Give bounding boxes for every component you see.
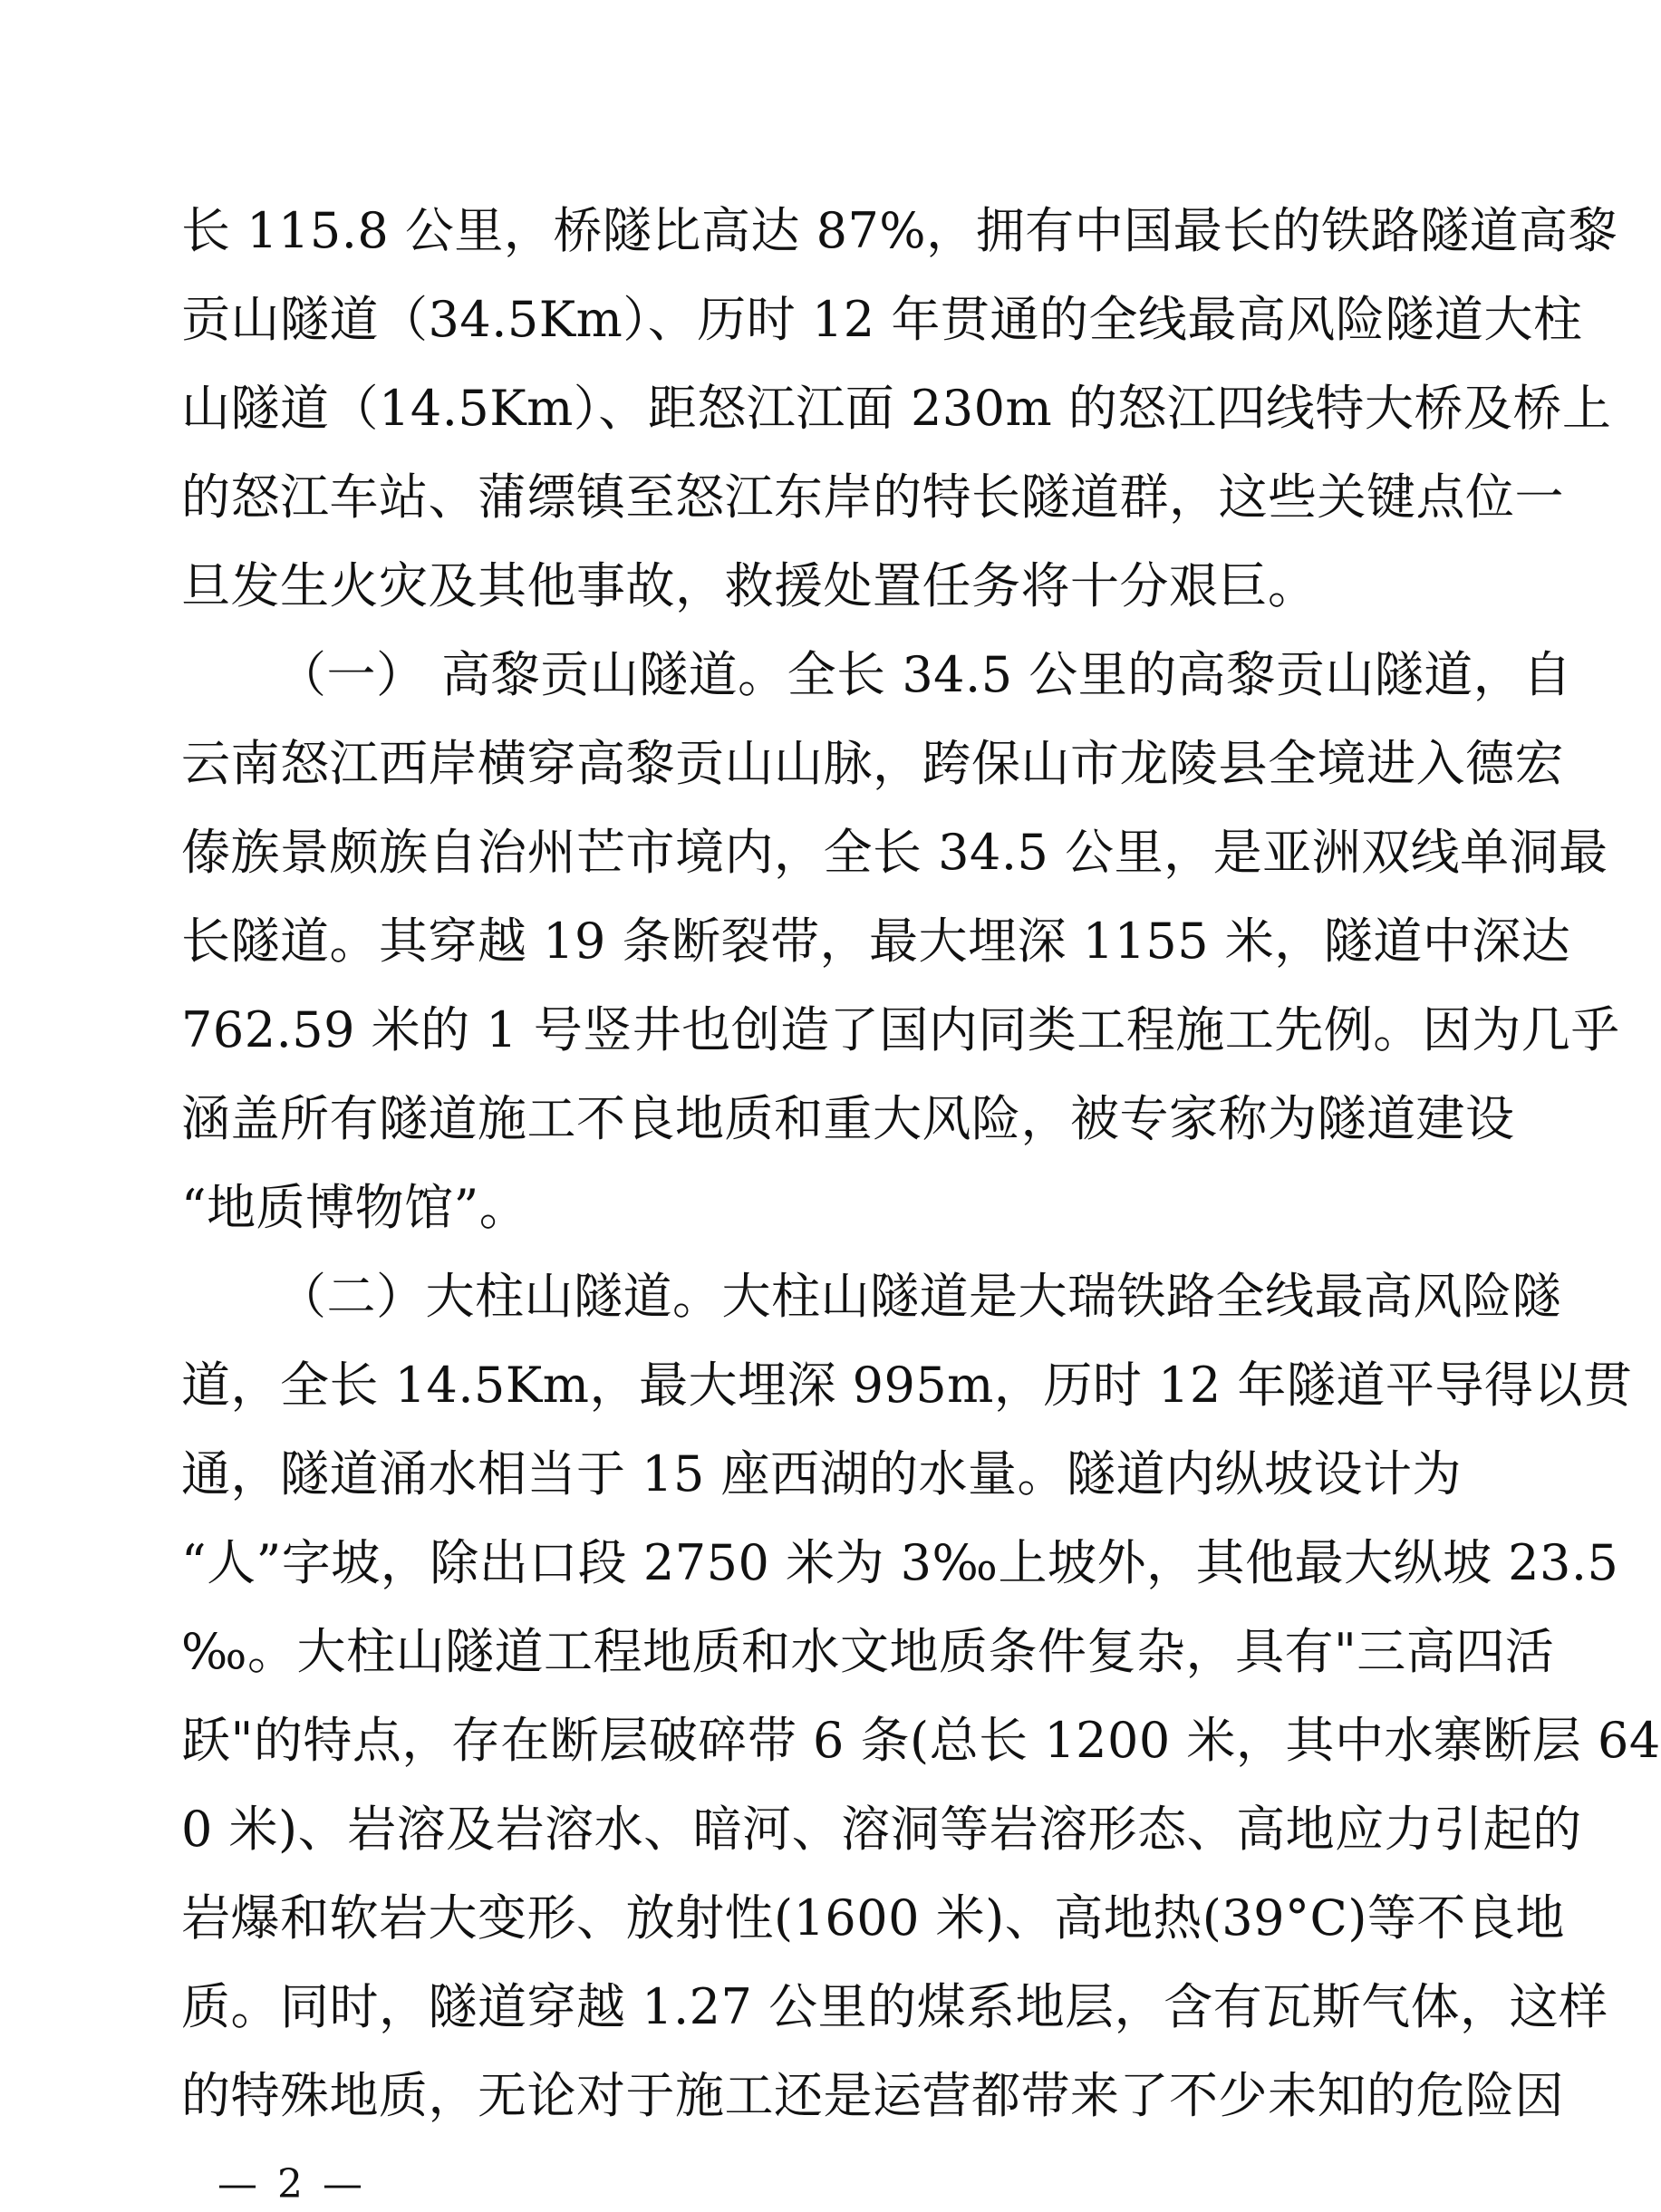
paragraph-line: 岩爆和软岩大变形、放射性(1600 米)、高地热(39°C)等不良地 bbox=[181, 1889, 1565, 1946]
paragraph-line: 长隧道。其穿越 19 条断裂带，最大埋深 1155 米，隧道中深达 bbox=[181, 913, 1571, 970]
paragraph-line: 涵盖所有隧道施工不良地质和重大风险，被专家称为隧道建设 bbox=[181, 1090, 1515, 1147]
paragraph-line: 跃"的特点，存在断层破碎带 6 条(总长 1200 米，其中水寨断层 64 bbox=[181, 1712, 1661, 1769]
paragraph-line: “人”字坡，除出口段 2750 米为 3‰上坡外，其他最大纵坡 23.5 bbox=[181, 1534, 1619, 1591]
paragraph-line: 通，隧道涌水相当于 15 座西湖的水量。隧道内纵坡设计为 bbox=[181, 1445, 1463, 1502]
page-number: — 2 — bbox=[217, 2161, 366, 2207]
paragraph-line: 长 115.8 公里，桥隧比高达 87%，拥有中国最长的铁路隧道高黎 bbox=[181, 202, 1618, 259]
paragraph-line: 质。同时，隧道穿越 1.27 公里的煤系地层，含有瓦斯气体，这样 bbox=[181, 1978, 1608, 2035]
paragraph-line: ‰。大柱山隧道工程地质和水文地质条件复杂，具有"三高四活 bbox=[181, 1623, 1555, 1680]
paragraph-line: 的特殊地质，无论对于施工还是运营都带来了不少未知的危险因 bbox=[181, 2067, 1564, 2124]
paragraph-line: 道，全长 14.5Km，最大埋深 995m，历时 12 年隧道平导得以贯 bbox=[181, 1357, 1633, 1414]
paragraph-line: 旦发生火灾及其他事故，救援处置任务将十分艰巨。 bbox=[181, 557, 1318, 614]
paragraph-line: （一） 高黎贡山隧道。全长 34.5 公里的高黎贡山隧道，自 bbox=[277, 646, 1572, 703]
paragraph-line: 的怒江车站、蒲缥镇至怒江东岸的特长隧道群，这些关键点位一 bbox=[181, 468, 1564, 526]
paragraph-line: 贡山隧道（34.5Km）、历时 12 年贯通的全线最高风险隧道大柱 bbox=[181, 291, 1583, 348]
paragraph-line: 傣族景颇族自治州芒市境内，全长 34.5 公里，是亚洲双线单洞最 bbox=[181, 824, 1608, 881]
paragraph-line: 云南怒江西岸横穿高黎贡山山脉，跨保山市龙陵县全境进入德宏 bbox=[181, 735, 1564, 792]
paragraph-line: 0 米)、岩溶及岩溶水、暗河、溶洞等岩溶形态、高地应力引起的 bbox=[181, 1801, 1582, 1858]
paragraph-line: 762.59 米的 1 号竖井也创造了国内同类工程施工先例。因为几乎 bbox=[181, 1001, 1620, 1058]
paragraph-line: “地质博物馆”。 bbox=[181, 1179, 529, 1236]
paragraph-line: 山隧道（14.5Km）、距怒江江面 230m 的怒江四线特大桥及桥上 bbox=[181, 380, 1612, 437]
paragraph-line: （二）大柱山隧道。大柱山隧道是大瑞铁路全线最高风险隧 bbox=[277, 1268, 1561, 1325]
